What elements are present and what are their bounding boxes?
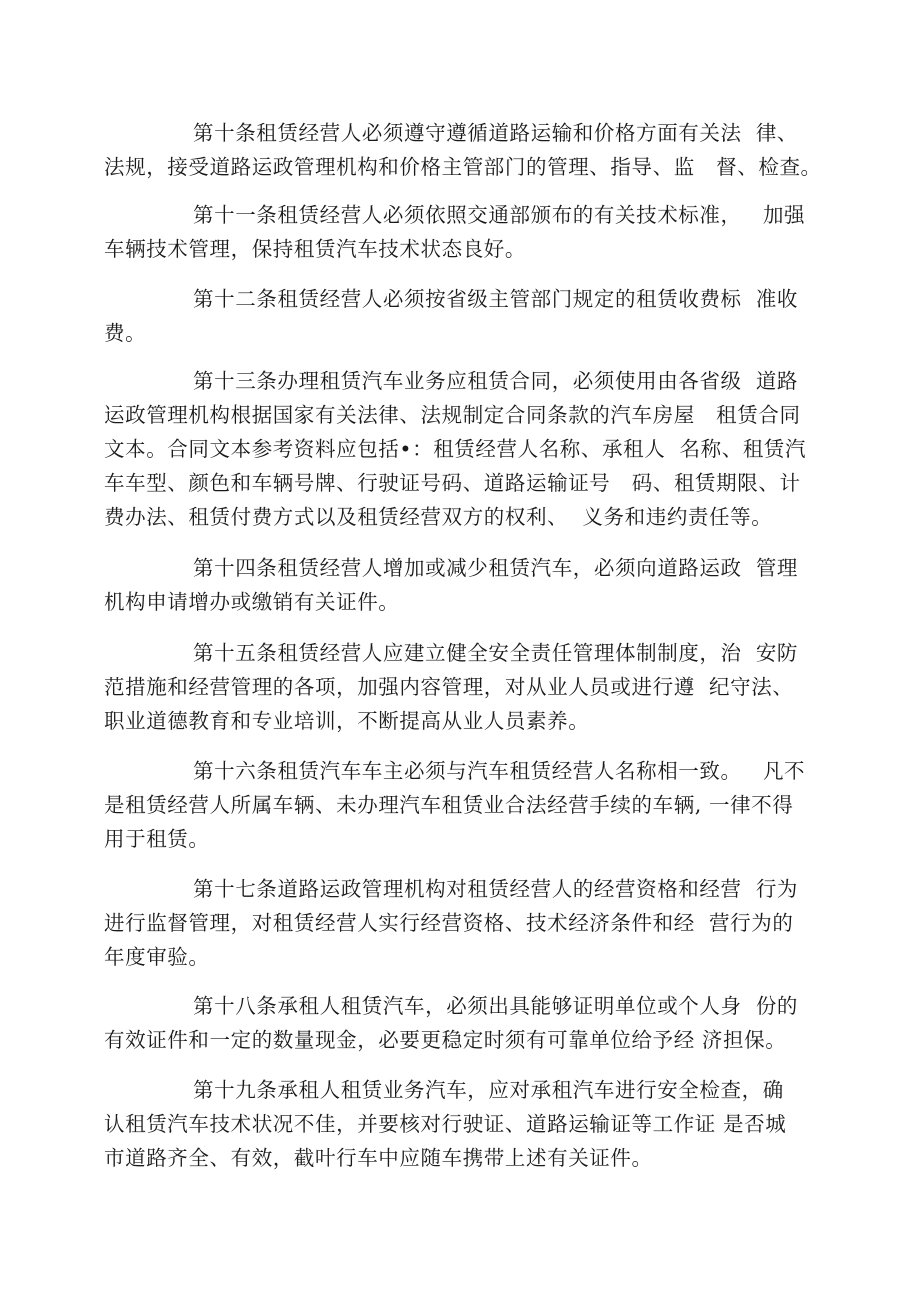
paragraph-article-16: [104, 754, 864, 856]
paragraph-article-19: [104, 1073, 864, 1175]
paragraph-article-17: [104, 872, 864, 974]
paragraph-line: 职业道德教育和专业培训，不断提高从业人员素养。: [104, 709, 590, 733]
paragraph-line: 第十条租赁经营人必须遵守遵循道路运输和价格方面有关法 律、: [193, 121, 799, 145]
paragraph-article-15: [104, 636, 864, 738]
paragraph-article-13: [104, 364, 864, 534]
paragraph-line: 用于租赁。: [104, 827, 210, 851]
paragraph-line: 年度审验。: [104, 945, 210, 969]
paragraph-article-14: [104, 551, 864, 619]
paragraph-line: 运政管理机构根据国家有关法律、法规制定合同条款的汽车房屋 租赁合同: [104, 403, 801, 427]
paragraph-line: 第十三条办理租赁汽车业务应租赁合同，必须使用由各省级 道路: [193, 369, 799, 393]
paragraph-article-18: [104, 989, 864, 1057]
paragraph-line: 有效证件和一定的数量现金，必要更稳定时须有可靠单位给予经 济担保。: [104, 1028, 787, 1052]
paragraph-line: 文本。合同文本参考资料应包括•：租赁经营人名称、承租人 名称、租赁汽: [104, 437, 807, 461]
paragraph-line: 是租赁经营人所属车辆、未办理汽车租赁业合法经营手续的车辆, 一律不得: [104, 793, 794, 817]
paragraph-line: 第十五条租赁经营人应建立健全安全责任管理体制制度，治 安防: [193, 641, 799, 665]
paragraph-article-10: [104, 116, 864, 184]
paragraph-line: 第十二条租赁经营人必须按省级主管部门规定的租赁收费标 准收: [193, 287, 799, 311]
paragraph-line: 范措施和经营管理的各项，加强内容管理，对从业人员或进行遵 纪守法、: [104, 675, 794, 699]
paragraph-line: 进行监督管理，对租赁经营人实行经营资格、技术经济条件和经 营行为的: [104, 911, 794, 935]
paragraph-line: 第十六条租赁汽车车主必须与汽车租赁经营人名称相一致。 凡不: [193, 759, 806, 783]
paragraph-line: 法规，接受道路运政管理机构和价格主管部门的管理、指导、监 督、检查。: [104, 155, 822, 179]
paragraph-line: 车车型、颜色和车辆号牌、行驶证号码、道路运输证号 码、租赁期限、计: [104, 471, 801, 495]
paragraph-article-12: [104, 282, 864, 350]
paragraph-line: 第十八条承租人租赁汽车，必须出具能够证明单位或个人身 份的: [193, 994, 799, 1018]
paragraph-line: 费。: [104, 321, 147, 345]
paragraph-line: 第十一条租赁经营人必须依照交通部颁布的有关技术标准， 加强: [193, 203, 806, 227]
paragraph-line: 市道路齐全、有效，截叶行车中应随车携带上述有关证件。: [104, 1146, 653, 1170]
paragraph-line: 机构申请增办或缴销有关证件。: [104, 590, 400, 614]
paragraph-line: 认租赁汽车技术状况不佳，并要核对行驶证、道路运输证等工作证 是否城: [104, 1112, 787, 1136]
paragraph-line: 车辆技术管理，保持租赁汽车技术状态良好。: [104, 237, 526, 261]
paragraph-line: 第十七条道路运政管理机构对租赁经营人的经营资格和经营 行为: [193, 877, 799, 901]
paragraph-line: 费办法、租赁付费方式以及租赁经营双方的权利、 义务和违约责任等。: [104, 505, 773, 529]
paragraph-line: 第十四条租赁经营人增加或减少租赁汽车，必须向道路运政 管理: [193, 556, 799, 580]
paragraph-article-11: [104, 198, 864, 266]
paragraph-line: 第十九条承租人租赁业务汽车，应对承租汽车进行安全检查，确: [193, 1078, 784, 1102]
